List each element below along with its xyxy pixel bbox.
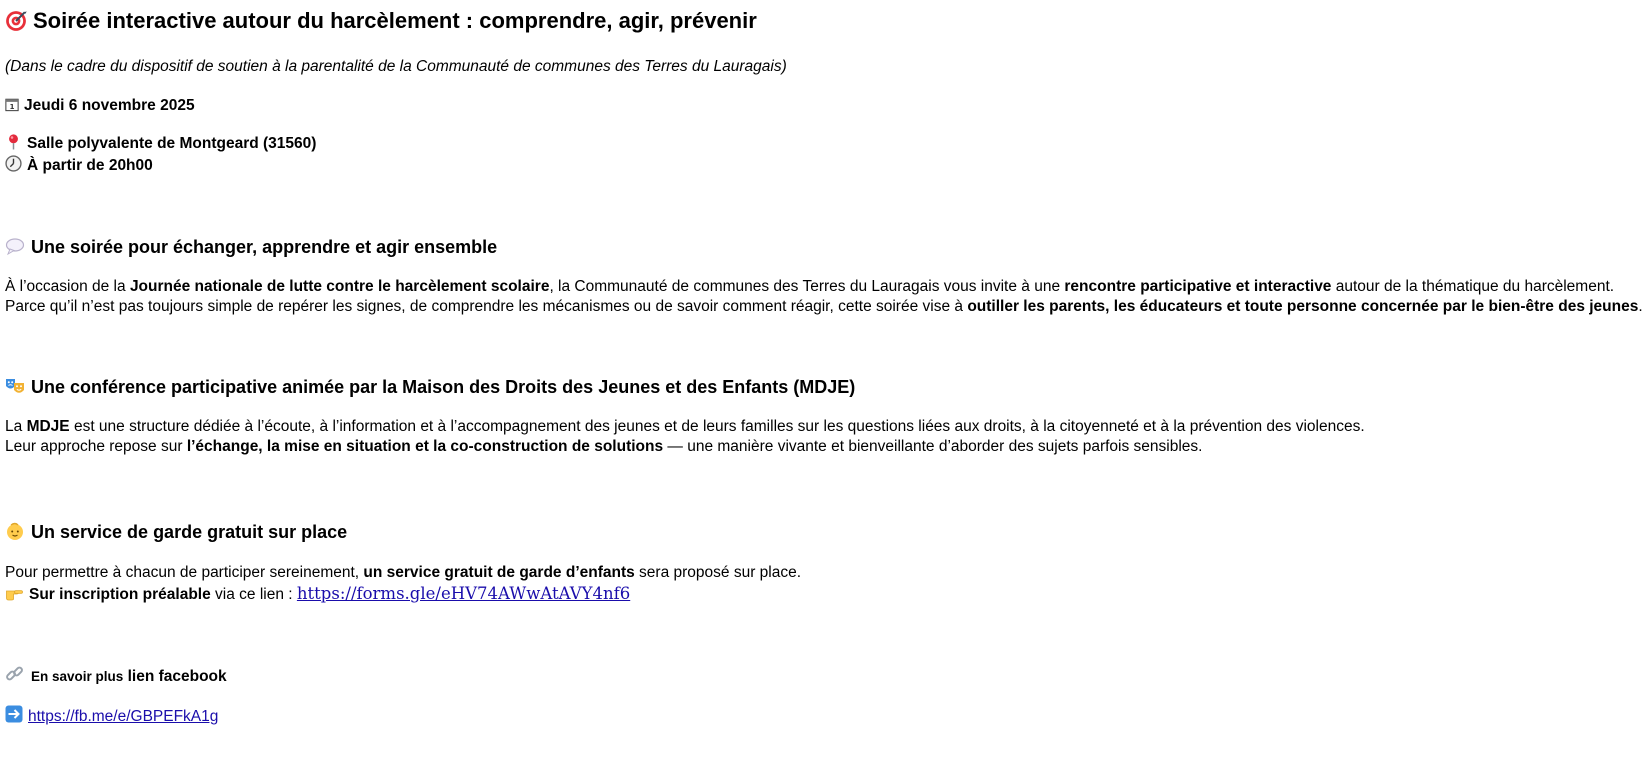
- clock-icon: [5, 155, 22, 172]
- event-date: 1 Jeudi 6 novembre 2025: [5, 95, 195, 116]
- target-icon: [5, 10, 27, 32]
- signup-form-link[interactable]: https://forms.gle/eHV74AWwAtAVY4nf6: [296, 584, 631, 603]
- subtitle: (Dans le cadre du dispositif de soutien à la parentalité de la Communauté de communes des Terres du Lauragais): [5, 58, 787, 75]
- event-location: Salle polyvalente de Montgeard (31560): [5, 133, 316, 154]
- pointing-hand-icon: [5, 585, 24, 601]
- section-evening-paragraph-2: Parce qu’il n’est pas toujours simple de repérer les signes, de comprendre les mécanismes ou de savoir comment réagir, cette soirée vise à outiller les parents, les éducateurs et toute personne concernée par le bien-être des jeunes.: [5, 298, 1643, 315]
- calendar-icon: [5, 97, 19, 112]
- facebook-event-link[interactable]: https://fb.me/e/GBPEFkA1g: [28, 708, 219, 725]
- section-childcare-paragraph-1: Pour permettre à chacun de participer sereinement, un service gratuit de garde d’enfants sera proposé sur place.: [5, 564, 802, 581]
- section-childcare-signup: Sur inscription préalable via ce lien : https://forms.gle/eHV74AWwAtAVY4nf6: [5, 583, 630, 605]
- arrow-right-icon: [5, 705, 23, 723]
- theater-masks-icon: [5, 376, 25, 396]
- pin-icon: [5, 133, 22, 150]
- section-evening-paragraph-1: À l’occasion de la Journée nationale de lutte contre le harcèlement scolaire, la Communauté de communes des Terres du Lauragais vous invite à une rencontre participative et interactive autour de la thématique du harcèlement.: [5, 278, 1615, 295]
- section-heading-conference: Une conférence participative animée par la Maison des Droits des Jeunes et des Enfants (MDJE): [5, 376, 855, 398]
- page-title: [5, 8, 757, 34]
- title-text: Soirée interactive autour du harcèlement : comprendre, agir, prévenir: [33, 8, 757, 33]
- baby-icon: [5, 521, 25, 541]
- section-conference-paragraph-2: Leur approche repose sur l’échange, la mise en situation et la co-construction de solutions — une manière vivante et bienveillante d’aborder des sujets parfois sensibles.: [5, 438, 1203, 455]
- section-heading-childcare: Un service de garde gratuit sur place: [5, 521, 347, 543]
- speech-bubble-icon: [5, 236, 25, 256]
- event-time: À partir de 20h00: [5, 155, 153, 176]
- more-info-label: En savoir plus lien facebook: [5, 664, 227, 686]
- section-heading-evening: Une soirée pour échanger, apprendre et agir ensemble: [5, 236, 497, 258]
- svg-text:1: 1: [9, 102, 15, 111]
- facebook-link-line: [5, 705, 218, 727]
- chain-link-icon: [5, 664, 25, 684]
- section-conference-paragraph-1: La MDJE est une structure dédiée à l’écoute, à l’information et à l’accompagnement des jeunes et de leurs familles sur les questions liées aux droits, à la citoyenneté et à la prévention des violences.: [5, 418, 1365, 435]
